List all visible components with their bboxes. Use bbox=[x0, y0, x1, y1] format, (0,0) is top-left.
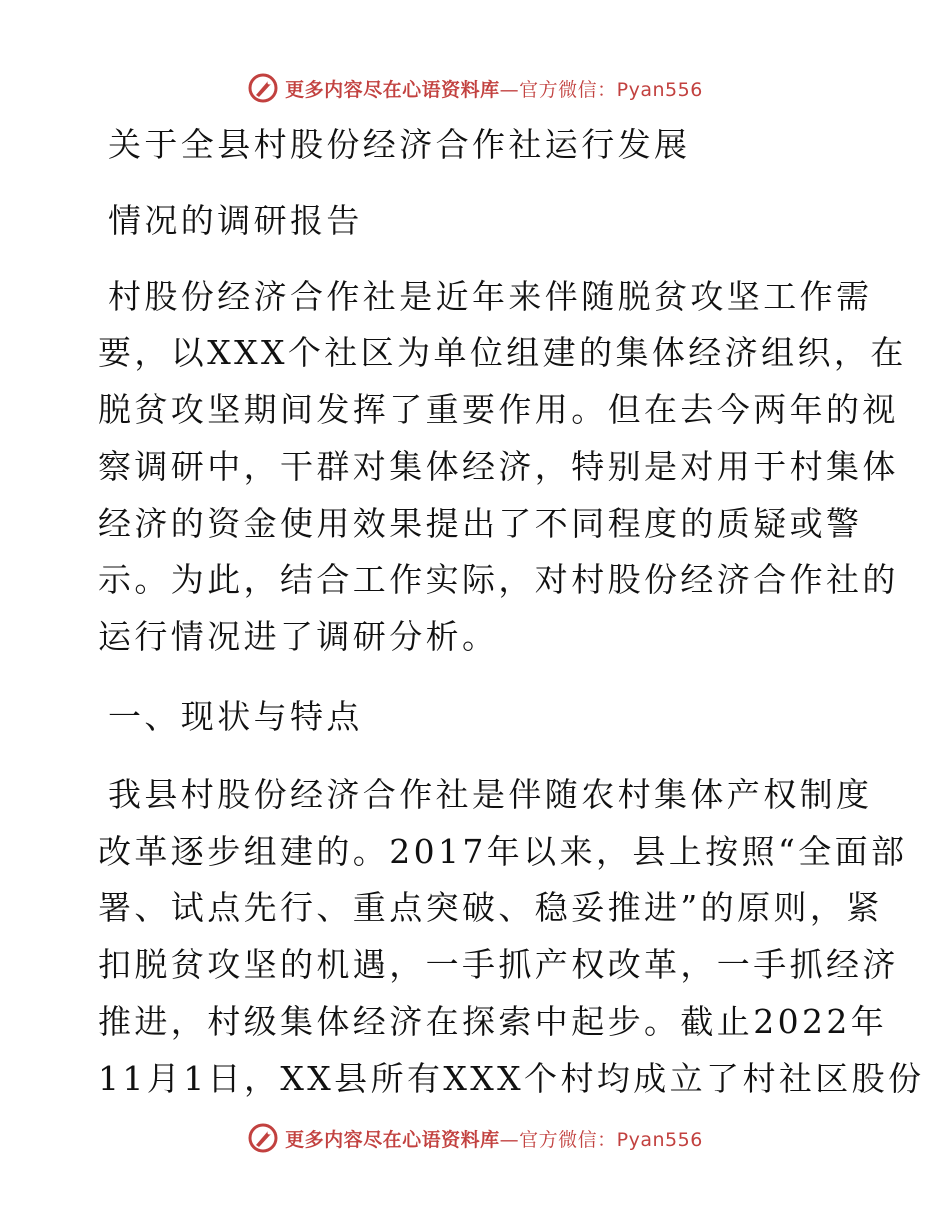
watermark-text bbox=[285, 75, 703, 102]
header-watermark bbox=[0, 72, 950, 104]
watermark-contact: —官方微信：Pyan556 bbox=[499, 1128, 703, 1151]
paragraph1-line-3: 脱贫攻坚期间发挥了重要作用。但在去今两年的视 bbox=[98, 390, 899, 429]
paragraph2-line-1: 我县村股份经济合作社是伴随农村集体产权制度 bbox=[108, 775, 873, 814]
paragraph2-line-3: 署、试点先行、重点突破、稳妥推进”的原则，紧 bbox=[98, 888, 883, 927]
paragraph1-line-5: 经济的资金使用效果提出了不同程度的质疑或警 bbox=[98, 504, 863, 543]
watermark-brand: 更多内容尽在心语资料库 bbox=[285, 78, 500, 101]
watermark-text bbox=[285, 1125, 703, 1152]
paragraph1-line-7: 运行情况进了调研分析。 bbox=[98, 617, 499, 656]
watermark-brand: 更多内容尽在心语资料库 bbox=[285, 1128, 500, 1151]
document-title-line-1: 关于全县村股份经济合作社运行发展 bbox=[108, 125, 691, 164]
paragraph1-line-6: 示。为此，结合工作实际，对村股份经济合作社的 bbox=[98, 560, 899, 599]
paragraph2-line-4: 扣脱贫攻坚的机遇，一手抓产权改革，一手抓经济 bbox=[98, 945, 899, 984]
pen-nib-seal-icon bbox=[247, 72, 279, 104]
paragraph1-line-4: 察调研中，干群对集体经济，特别是对用于村集体 bbox=[98, 447, 899, 486]
footer-watermark bbox=[0, 1122, 950, 1154]
paragraph1-line-2: 要，以XXX个社区为单位组建的集体经济组织，在 bbox=[98, 333, 907, 372]
paragraph2-line-6: 11月1日，XX县所有XXX个村均成立了村社区股份 bbox=[98, 1059, 925, 1098]
pen-nib-seal-icon bbox=[247, 1122, 279, 1154]
document-title-line-2: 情况的调研报告 bbox=[108, 201, 363, 240]
section-heading: 一、现状与特点 bbox=[108, 697, 363, 736]
paragraph2-line-5: 推进，村级集体经济在探索中起步。截止2022年 bbox=[98, 1002, 888, 1041]
watermark-contact: —官方微信：Pyan556 bbox=[499, 78, 703, 101]
paragraph1-line-1: 村股份经济合作社是近年来伴随脱贫攻坚工作需 bbox=[108, 277, 873, 316]
paragraph2-line-2: 改革逐步组建的。2017年以来，县上按照“全面部 bbox=[98, 832, 908, 871]
